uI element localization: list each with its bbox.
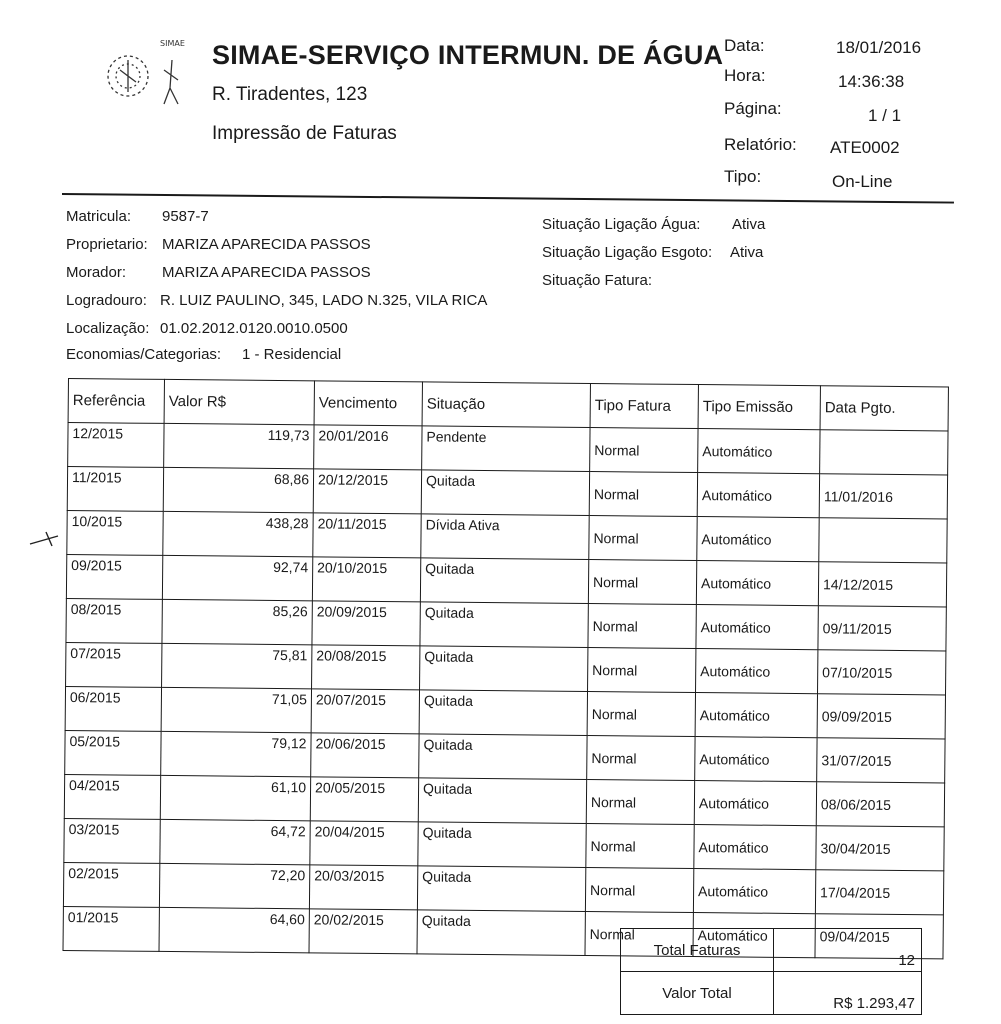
cell-valor: 79,12 <box>161 731 311 776</box>
cell-data-pgto: 17/04/2015 <box>815 870 943 915</box>
meta-label-pagina: Página: <box>724 99 782 118</box>
localizacao-label: Localização: <box>66 320 150 337</box>
cell-situacao: Pendente <box>422 426 590 472</box>
header-tipo-emissao: Tipo Emissão <box>698 385 820 430</box>
cell-tipo-fatura: Normal <box>587 692 695 737</box>
cell-tipo-emissao: Automático <box>697 473 819 518</box>
logo-text: SIMAE <box>160 39 185 48</box>
total-faturas-label: Total Faturas <box>621 929 774 972</box>
cell-referencia: 04/2015 <box>64 774 160 819</box>
cell-tipo-fatura: Normal <box>586 823 694 868</box>
situacao-esgoto-row <box>542 244 763 261</box>
meta-label-relatorio: Relatório: <box>724 135 797 154</box>
cell-situacao: Quitada <box>418 778 586 824</box>
cell-tipo-emissao: Automático <box>697 517 819 562</box>
report-title: Impressão de Faturas <box>212 123 397 144</box>
morador-value: MARIZA APARECIDA PASSOS <box>162 264 371 281</box>
cell-vencimento: 20/01/2016 <box>314 425 422 470</box>
cell-valor: 64,72 <box>160 819 310 864</box>
cell-valor: 61,10 <box>160 775 310 820</box>
cell-tipo-emissao: Automático <box>696 561 818 606</box>
cell-vencimento: 20/09/2015 <box>312 601 420 646</box>
cell-data-pgto: 31/07/2015 <box>817 738 945 783</box>
cell-situacao: Quitada <box>420 602 588 648</box>
meta-value-relatorio: ATE0002 <box>830 138 900 157</box>
cell-referencia: 11/2015 <box>67 467 163 512</box>
cell-referencia: 09/2015 <box>66 554 162 599</box>
meta-label-hora: Hora: <box>724 66 766 85</box>
cell-tipo-emissao: Automático <box>696 649 818 694</box>
cell-situacao: Dívida Ativa <box>421 514 589 560</box>
cell-vencimento: 20/02/2015 <box>309 909 417 954</box>
cell-situacao: Quitada <box>417 910 585 956</box>
header-vencimento: Vencimento <box>314 381 422 426</box>
localizacao-row <box>66 320 348 337</box>
cell-referencia: 01/2015 <box>63 906 159 951</box>
localizacao-value: 01.02.2012.0120.0010.0500 <box>160 320 348 337</box>
simae-logo <box>100 30 210 122</box>
meta-label-data: Data: <box>724 36 765 55</box>
meta-label-tipo: Tipo: <box>724 167 762 186</box>
cell-vencimento: 20/06/2015 <box>311 733 419 778</box>
handwritten-mark <box>28 528 62 550</box>
cell-valor: 71,05 <box>161 687 311 732</box>
cell-situacao: Quitada <box>419 690 587 736</box>
valor-total-label: Valor Total <box>621 972 774 1015</box>
logradouro-value: R. LUIZ PAULINO, 345, LADO N.325, VILA RICA <box>160 292 488 309</box>
cell-referencia: 07/2015 <box>66 642 162 687</box>
cell-situacao: Quitada <box>417 866 585 912</box>
cell-tipo-fatura: Normal <box>590 428 698 473</box>
cell-vencimento: 20/04/2015 <box>310 821 418 866</box>
economias-value: 1 - Residencial <box>242 346 342 363</box>
cell-referencia: 12/2015 <box>68 423 164 468</box>
cell-situacao: Quitada <box>421 470 589 516</box>
cell-data-pgto: 14/12/2015 <box>818 562 946 607</box>
company-address: R. Tiradentes, 123 <box>212 84 368 105</box>
cell-vencimento: 20/07/2015 <box>311 689 419 734</box>
cell-tipo-emissao: Automático <box>698 429 820 474</box>
cell-tipo-emissao: Automático <box>695 693 817 738</box>
proprietario-value: MARIZA APARECIDA PASSOS <box>162 236 371 253</box>
cell-valor: 119,73 <box>164 423 314 468</box>
cell-data-pgto <box>819 518 947 563</box>
situacao-agua-label: Situação Ligação Água: <box>542 216 701 233</box>
cell-tipo-emissao: Automático <box>694 825 816 870</box>
cell-tipo-fatura: Normal <box>589 472 697 517</box>
logradouro-label: Logradouro: <box>66 292 147 309</box>
total-faturas-row <box>621 929 922 972</box>
cell-tipo-fatura: Normal <box>587 735 695 780</box>
header-valor: Valor R$ <box>164 379 314 424</box>
cell-valor: 438,28 <box>163 511 313 556</box>
cell-referencia: 10/2015 <box>67 510 163 555</box>
header-data-pgto: Data Pgto. <box>820 386 948 431</box>
cell-data-pgto: 07/10/2015 <box>818 650 946 695</box>
cell-tipo-emissao: Automático <box>693 913 815 958</box>
cell-vencimento: 20/12/2015 <box>313 469 421 514</box>
meta-value-hora: 14:36:38 <box>838 72 905 91</box>
cell-data-pgto: 11/01/2016 <box>819 474 947 519</box>
situacao-fatura-label: Situação Fatura: <box>542 272 653 289</box>
cell-tipo-fatura: Normal <box>585 867 693 912</box>
cell-data-pgto: 09/04/2015 <box>815 914 943 959</box>
cell-tipo-emissao: Automático <box>693 869 815 914</box>
header-situacao: Situação <box>422 382 590 428</box>
matricula-value: 9587-7 <box>162 208 209 225</box>
total-faturas-value: 12 <box>774 929 922 972</box>
totals-table <box>620 928 922 1015</box>
economias-row <box>66 346 341 363</box>
cell-tipo-fatura: Normal <box>589 516 697 561</box>
proprietario-row <box>66 236 371 253</box>
cell-valor: 68,86 <box>163 467 313 512</box>
situacao-agua-value: Ativa <box>732 216 766 233</box>
cell-tipo-fatura: Normal <box>585 911 693 956</box>
cell-referencia: 03/2015 <box>64 818 160 863</box>
cell-situacao: Quitada <box>420 558 588 604</box>
cell-tipo-emissao: Automático <box>694 781 816 826</box>
cell-data-pgto: 30/04/2015 <box>816 826 944 871</box>
cell-valor: 72,20 <box>159 863 309 908</box>
cell-valor: 64,60 <box>159 907 309 952</box>
header-tipo-fatura: Tipo Fatura <box>590 384 698 429</box>
cell-vencimento: 20/11/2015 <box>313 513 421 558</box>
cell-referencia: 08/2015 <box>66 598 162 643</box>
cell-referencia: 05/2015 <box>65 730 161 775</box>
situacao-fatura-row <box>542 272 662 289</box>
valor-total-value: R$ 1.293,47 <box>774 972 922 1015</box>
cell-vencimento: 20/05/2015 <box>310 777 418 822</box>
cell-situacao: Quitada <box>419 734 587 780</box>
cell-valor: 92,74 <box>162 555 312 600</box>
logradouro-row <box>66 292 487 309</box>
header-divider <box>62 193 954 204</box>
economias-label: Economias/Categorias: <box>66 346 222 363</box>
cell-data-pgto <box>820 430 948 475</box>
cell-tipo-fatura: Normal <box>588 604 696 649</box>
cell-referencia: 02/2015 <box>63 862 159 907</box>
proprietario-label: Proprietario: <box>66 236 148 253</box>
cell-tipo-fatura: Normal <box>586 779 694 824</box>
morador-label: Morador: <box>66 264 127 281</box>
situacao-esgoto-value: Ativa <box>730 244 764 261</box>
cell-vencimento: 20/03/2015 <box>309 865 417 910</box>
cell-situacao: Quitada <box>418 822 586 868</box>
cell-vencimento: 20/10/2015 <box>312 557 420 602</box>
header-referencia: Referência <box>68 379 164 424</box>
cell-tipo-emissao: Automático <box>696 605 818 650</box>
cell-valor: 75,81 <box>162 643 312 688</box>
cell-tipo-fatura: Normal <box>588 648 696 693</box>
meta-value-data: 18/01/2016 <box>836 38 922 57</box>
matricula-row <box>66 208 209 225</box>
cell-vencimento: 20/08/2015 <box>312 645 420 690</box>
cell-data-pgto: 09/11/2015 <box>818 606 946 651</box>
situacao-esgoto-label: Situação Ligação Esgoto: <box>542 244 713 261</box>
meta-value-tipo: On-Line <box>832 172 893 191</box>
cell-valor: 85,26 <box>162 599 312 644</box>
situacao-agua-row <box>542 216 765 233</box>
matricula-label: Matricula: <box>66 208 132 225</box>
valor-total-row <box>621 972 922 1015</box>
cell-data-pgto: 09/09/2015 <box>817 694 945 739</box>
invoices-table <box>62 378 948 959</box>
cell-data-pgto: 08/06/2015 <box>816 782 944 827</box>
cell-tipo-emissao: Automático <box>695 737 817 782</box>
meta-value-pagina: 1 / 1 <box>868 106 902 125</box>
company-name: SIMAE-SERVIÇO INTERMUN. DE ÁGUA <box>212 40 724 70</box>
cell-referencia: 06/2015 <box>65 686 161 731</box>
morador-row <box>66 264 371 281</box>
cell-tipo-fatura: Normal <box>588 560 696 605</box>
cell-situacao: Quitada <box>420 646 588 692</box>
